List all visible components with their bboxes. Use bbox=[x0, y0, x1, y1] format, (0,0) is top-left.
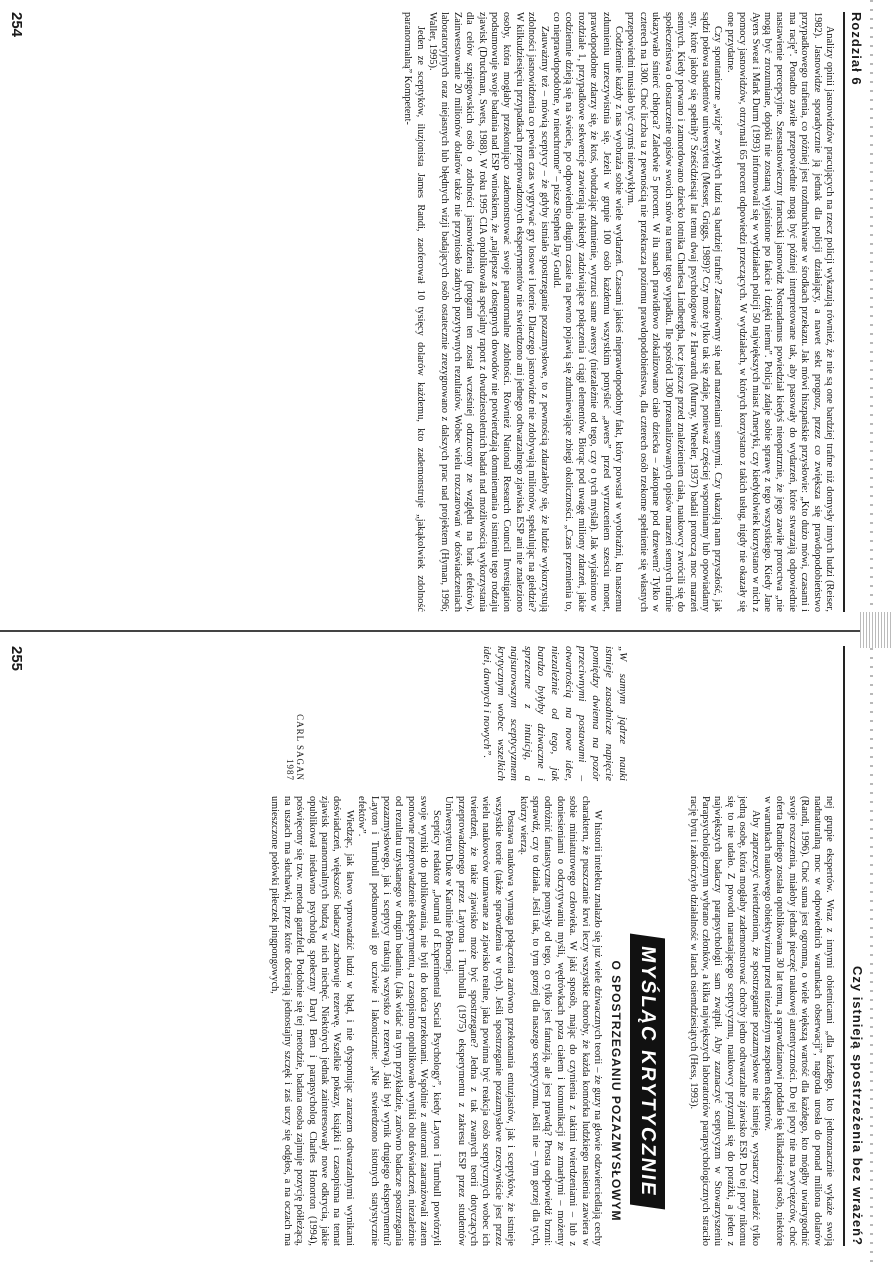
fold-shadow-artifact bbox=[860, 612, 893, 648]
page-number: 255 bbox=[8, 646, 25, 672]
critical-thinking-banner: MYŚLĄC KRYTYCZNIE bbox=[630, 934, 665, 1210]
paragraph: Czy spontaniczne „wizje” zwykłych ludzi są bardziej trafne? Zastanówmy się nad marzeniami sennymi. Czy ukazują nam przyszłość, jak sądzi połowa studentów uniwersytetu (Messer, Griggs, 1989)? Czy może tylko tak się zdaje, ponieważ częściej wspominamy lub opowiadamy sny, które jakoby się spełniły? Sześćdziesiąt lat temu dwaj psychologowie z Harvardu (Murray, Wheeler, 1937) badali proroczą moc marzeń sennych. Kiedy porwano i zamordowano dziecko lotnika Charlesa Lindbergha, lecz jeszcze przed znalezieniem ciała, naukowcy zwrócili się do społeczeństwa o dostarczenie opisów swoich snów na temat tego wypadku. Ile spośród 1300 przeanalizowanych opisów marzeń sennych trafnie ukazywało śmierć chłopca? Zaledwie 5 procent. W ilu snach prawidłowo zlokalizowano ciało dziecka – zakopane pod drzewem? Tylko w czterech na 1300. Choć liczba ta z pewnością nie przekracza poziomu prawdopodobieństwa, dla czterech osób rzekome spełnienie się własnych przepowiedni musiało być czymś niezwykłym. bbox=[625, 12, 724, 612]
paragraph: Analizy opinii jasnowidzów pracujących na rzecz policji wykazują również, że nie są one bardziej trafne niż domysły innych ludzi (Reiser, 1982). Jasnowidze sporadycznie ją jednak dla policji działający, a nawet sekt prognoz, przez co zwiększa się prawdopodobieństwo przypadkowego trafienia, co później jest rozdmuchiwane w środkach przekazu. Jak mówi hiszpańskie przysłowie: „Kto dużo mówi, czasami i ma rację”. Ponadto zawiłe przepowiednie mogą być później interpretowane tak, aby pasowały do wydarzeń, które stwarzają odpowiednie nastawienie percepcyjne. Szesnastowieczny francuski jasnowidz Nostradamus powiedział kiedyś nieopatrznie, że jego zawiłe proroctwa „nie mogą być zrozumiane, dopóki nie zostaną wyjaśnione po fakcie i dzięki niemu”. Policja zdaje sobie sprawę z tego wszystkiego. Kiedy Jane Ayers Sweat i Mark Durm (1993) informowali się w wydziałach policji 50 największych miast Ameryki, czy kiedykolwiek korzystano w nich z pomocy jasnowidzów, otrzymali 65 procent odpowiedzi przeczących. W wydziałach, w których korzystano z takich usług, nigdy nie okazały się one przydatne. bbox=[724, 12, 835, 612]
header-rule bbox=[843, 646, 845, 1246]
page-number: 254 bbox=[8, 12, 25, 38]
paragraph: Codziennie każdy z nas wyobraża sobie wiele wydarzeń. Czasami jakieś nieprawdopodobny fakt, który powstał w wyobraźni, ku naszemu zdumieniu urzeczywistnia się. Jeżeli w grupie 100 osób każdemu wszystkim ponyśleć „awers” przed wyrzuceniem szesciu monet, prawdopodobne zdarzy się, że ktoś, wbudzając zdumienie, wyrzuci same awersy (niezależnie od tego, czy o tych myślał). Jak wyjaśniono w rozdziale 1, przypadkowe sekwencje zawierają niekiedy zadziwiające połączenia i ciągi elementów. Biorąc pod uwagę miliony zdarzeń, jakie codziennie dzieją się na świecie, po odpowiednio długim czasie na pewno pojawią się zdumiewające zbiegi okoliczności. „Czas przemienia to, co nieprawdopodobne, w nieuchronne” – pisze Stephen Jay Gould. bbox=[551, 12, 625, 612]
margin-quote: „W samym jądrze nauki istnieje zasadnicze napięcie pomiędzy dwiema na pozór przeciwnymi postawami – otwartością na nowe idee, niezależnie od tego, jak bardzo byłyby dziwaczne i sprzeczne z intuicją, a najsurowszym sceptycyzmem krytycznym wobec wszelkich idei, dawnych i nowych”. bbox=[481, 646, 629, 781]
quote-author bbox=[285, 646, 305, 781]
paragraph: Aby zaprzeczyć twierdzeniom, że spostrzeganie pozazmysłowe nie istnieje, wystarczy znaleźć tylko jedną osobę, która mogłaby zademonstrować choćby jedno odtwarzalne zjawisko ESP. Do tej pory nikomu się to nie udało. Z powodu narastającego sceptycyzmu, naukowcy przyznali się do porażki, a jeden z największych badaczy parapsychologii sam zwątpił. Aby zaznaczyć sceptycyzm w Stowarzyszeniu Parapsychologicznym wybrano członków, a kilka największych laboratoriów parapsychologicznych straciło rację bytu i zakończyło działalność w latach osiemdziesiątych (Hess, 1993). bbox=[687, 796, 761, 1246]
running-head-bar bbox=[850, 646, 865, 1246]
paragraph: W historii intelektu znalazło się już wiele dziwacznych teorii – że guzy na głowie odzwierciedlają cechy charakteru, że puszczanie krwi leczy wszystkie choroby, że każda komórka ludzkiego nasienia zawiera w sobie miniaturowego człowieka. W jaki sposób, mając do czynienia z takimi twierdzeniami – lub z doniesieniami o odczytywaniu myśli, wędrówkach poza ciałem i komunikacji ze zmarłymi – możemy odróżnić fantastyczne pomysły od tego, co tylko jest fantazją, ale jest prawdą? Prosta odpowiedź brzmi: sprawdź, czy to działa. Jeśli tak, to tym gorzej dla naszego sceptycyzmu. Jeśli nie – tym gorzej dla tych, którzy wierzą. bbox=[517, 796, 603, 1246]
paragraph: Zauważmy też – mówią sceptycy – że gdyby istniało spostrzeganie pozazmysłowe, to z pewnością zdarzałoby się, że ludzie wykorzystują zdolności jasnowidzenia co pewien czas wygrywać gry losowe i loterie. Dlaczego jasnowidze nie zdobywają milionów, spekulując na giełdzie? W kilkudziesięciu przypadkach przeprowadzonych eksperymentów nie stwierdzono ani jednego odtwarzalnego zjawiska ESP ani nie znaleziono osoby, która mogłaby przekonująco zademonstrować swoje paranormalne zdolności. Również National Research Council Investigation podsumowuje swoje badania nad ESP wnioskiem, że „najlepsze z dostępnych dowodów nie potwierdzają domniemania o istnieniu tego rodzaju zjawisk (Druckman, Swets, 1988). W roku 1995 CIA opublikowała specjalny raport z dwudziestoletnich badań nad możliwością wykorzystania dla celów szpiegowskich osób o zdolności jasnowidzenia (program ten został wcześniej odrzucony ze względu na brak efektów). Zainwestowanie 20 milionów dolarów także nie przyniosło żadnych pozytywnych rezultatów. Wobec wielu rozczarowań w doświadczeniach laboratoryjnych oraz niejasnych lub błędnych wizji badających osób ostatecznie zrezygnowano z dalszych prac nad projektem (Hyman, 1996; Waller, 1995). bbox=[427, 12, 550, 612]
main-text-column bbox=[686, 796, 835, 1246]
paragraph: Wiedząc, jak łatwo wprowadzić ludzi w błąd, i nie dysponując zarazem odtwarzalnymi wynikami doświadczeń, większość badaczy zachowuje rezerwę. Wszelkie pokazy, książki i czasopisma na temat zjawisk paranormalnych budzą w nich niechęć. Niektórych jednak zainteresowały nowe odkrycia, jakie opublikował niedawno psycholog społeczny Daryl Bem i parapsycholog Charles Honorton (1994), poświęcony się tzw. metoda ganzfeld. Podobnie się tej metodzie, badana osoba zajmuje pozycję półleżącą, na uszach ma słuchawki, przez które docierają jednostajny szczęk i zaś uczy się odgłos, a na oczach ma umieszczone połówki piłeczek pingpongowych, bbox=[269, 796, 355, 1246]
body-text bbox=[401, 12, 835, 612]
quote-author-name: CARL SAGAN bbox=[295, 714, 305, 781]
running-head: Czy istnieją spostrzeżenia bez wrażeń? bbox=[850, 965, 865, 1246]
paragraph: Scepticy redaktor „Journal of Experimental Social Psychology”, kiedy Layton i Turnbull powtórzyli swoje wyniki do publikowania, nie byli do końca przekonani. Wspólnie z autorami zaaranżowali zatem ponowne przeprowadzenie eksperymentu, a czasopismo opublikowało wyniki obu doświadczeń, niezależnie od rezultatu uzyskanego w drugim badaniu. (Jak widać na tym przykładzie, zarówno badacze spostrzegania pozazmysłowego, jak i sceptycy traktują wszystko z rezerwą). Jaki był wynik drugiego eksperymentu? Layton i Turnbull podsumowali go ucziwie i lakonicznie: „Nie stwierdzono istotnych statystycznie efektów”. bbox=[356, 796, 442, 1246]
running-head-bar bbox=[847, 12, 865, 612]
section-title: O SPOSTRZEGANIU POZAZMYSŁOWYM bbox=[609, 960, 623, 1222]
paragraph: nej grupie ekspertów. Wraz z innymi obietnicami „dla każdego, kto jednoznacznie wykaże swoją nadnaturalną moc w odpowiednich warunkach obserwacji”, nagroda urosła do ponad miliona dolarów (Randi, 1996). Choć suma jest ogromna, o wiele większą wartość dla każdego, kto mógłby uwiarygodnić swoje roszczenia, miałoby jednak pieczęć naukowej autentyczności. Do tej pory nie ma zwycięzców, choć oferta Randiego została opublikowana 30 lat temu, a sprawdzianowi poddało się kilkadziesiąt osób, niektóre w warunkach naukowego obiektywizmu przed niezależnym zespołem ekspertów. bbox=[761, 796, 835, 1246]
running-head: Rozdział 6 bbox=[849, 12, 864, 86]
header-rule bbox=[843, 12, 845, 612]
page-255 bbox=[0, 646, 865, 1246]
paragraph: Postawa naukowa wymaga połączenia zarówno przekonania entuzjastów, jak i sceptyków, że istnieje wszystkie teorie (także sprawdzenia w tych). Jeśli spostrzeganie pozazmysłowe rzeczywiście jest przez wielu naukowców uznawane za zjawisko realne, jaka powinna być reakcja osób sceptycznych wobec ich twierdzeń, że takie zjawisko może być spostrzegane? Jedna z tak zwanych teorii dotyczących przeprowadzonego przez Laytona i Turnbulla (1975) eksperymentu z zakresu ESP przez studentów Uniwersytetu Duke w Karolinie Północnej. bbox=[443, 796, 517, 1246]
section-text-column bbox=[268, 796, 603, 1246]
page-fold-line bbox=[0, 630, 893, 632]
paragraph: Jeden ze sceptyków, iluzjonista James Randi, zaoferował 10 tysięcy dolarów każdemu, kto zademonstruje „jakąkolwiek zdolność paranormalną” Kompetent- bbox=[402, 12, 426, 612]
page-254 bbox=[0, 12, 865, 612]
quote-year: 1987 bbox=[285, 759, 295, 781]
